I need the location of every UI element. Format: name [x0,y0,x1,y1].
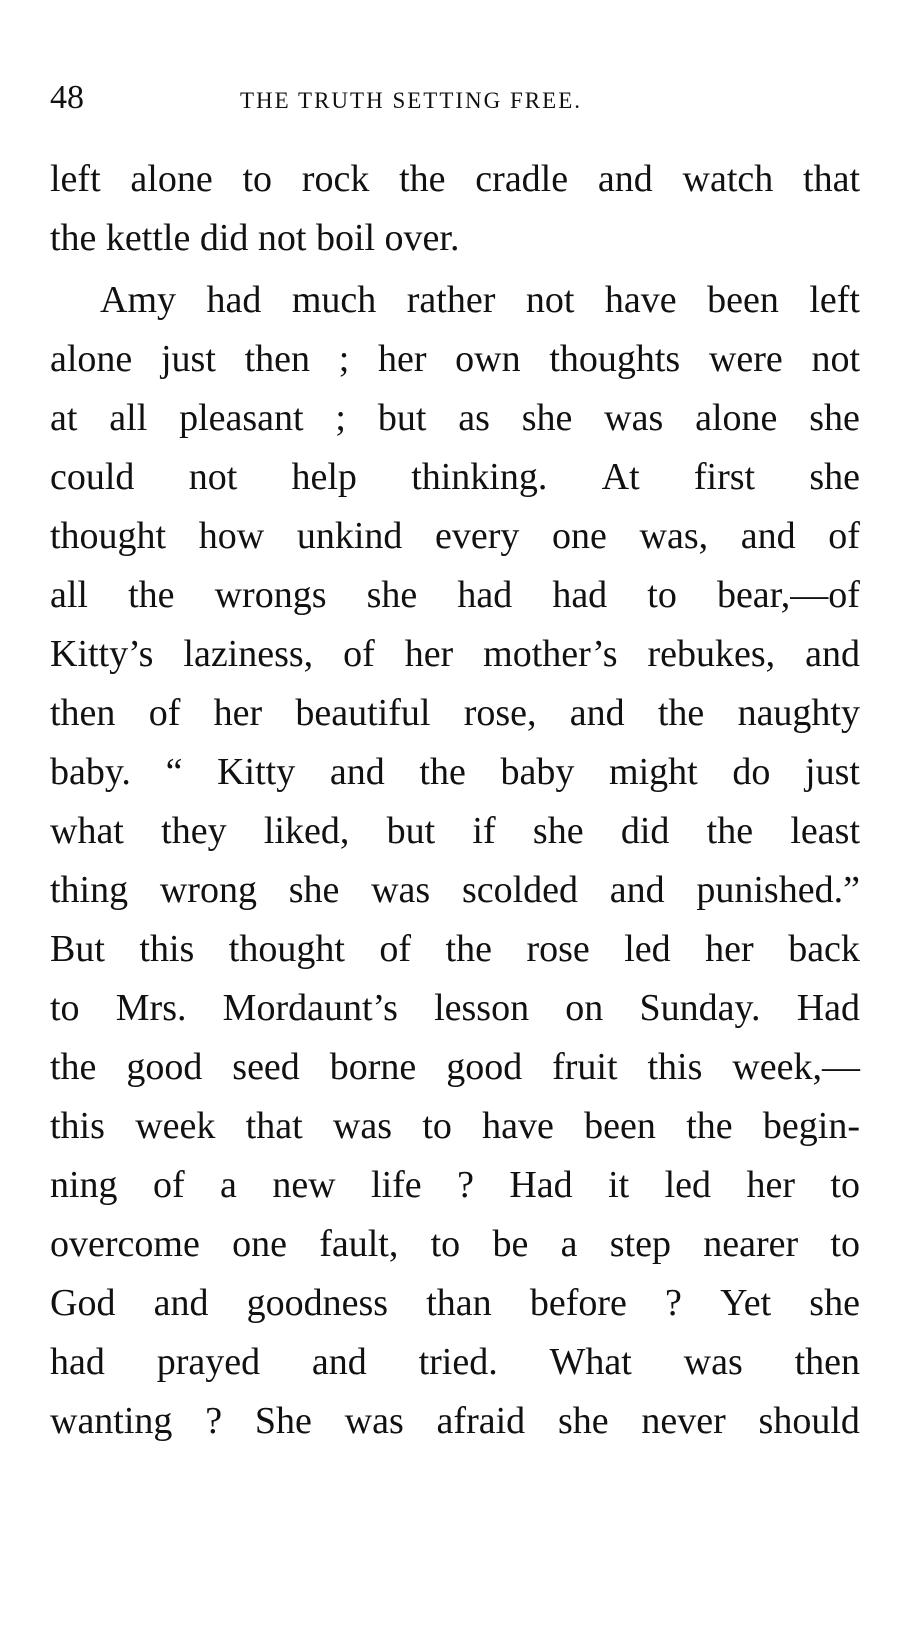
body-text [50,150,860,1451]
text-line: But this thought of the rose led her back [50,928,860,970]
running-title: THE TRUTH SETTING FREE. [240,88,583,113]
text-line: thought how unkind every one was, and of [50,515,860,557]
text-line: this week that was to have been the begin- [50,1105,860,1147]
text-line: wanting ? She was afraid she never should [50,1400,860,1442]
text-line: at all pleasant ; but as she was alone she [50,397,860,439]
text-line: ning of a new life ? Had it led her to [50,1164,860,1206]
text-line: thing wrong she was scolded and punished.” [50,869,860,911]
text-line: the kettle did not boil over. [50,217,460,259]
page-number: 48 [50,79,84,116]
text-line: all the wrongs she had had to bear,—of [50,574,860,616]
text-line: then of her beautiful rose, and the naughty [50,692,860,734]
text-line: could not help thinking. At first she [50,456,860,498]
text-line: baby. “ Kitty and the baby might do just [50,751,860,793]
text-line: had prayed and tried. What was then [50,1341,860,1383]
text-line: what they liked, but if she did the least [50,810,860,852]
text-line: Kitty’s laziness, of her mother’s rebukes, and [50,633,860,675]
text-line: God and goodness than before ? Yet she [50,1282,860,1324]
text-line: the good seed borne good fruit this week,— [50,1046,860,1088]
text-line: Amy had much rather not have been left [100,279,860,321]
text-line: alone just then ; her own thoughts were not [50,338,860,380]
text-line: to Mrs. Mordaunt’s lesson on Sunday. Had [50,987,860,1029]
text-line: left alone to rock the cradle and watch that [50,158,860,200]
text-line: overcome one fault, to be a step nearer to [50,1223,860,1265]
